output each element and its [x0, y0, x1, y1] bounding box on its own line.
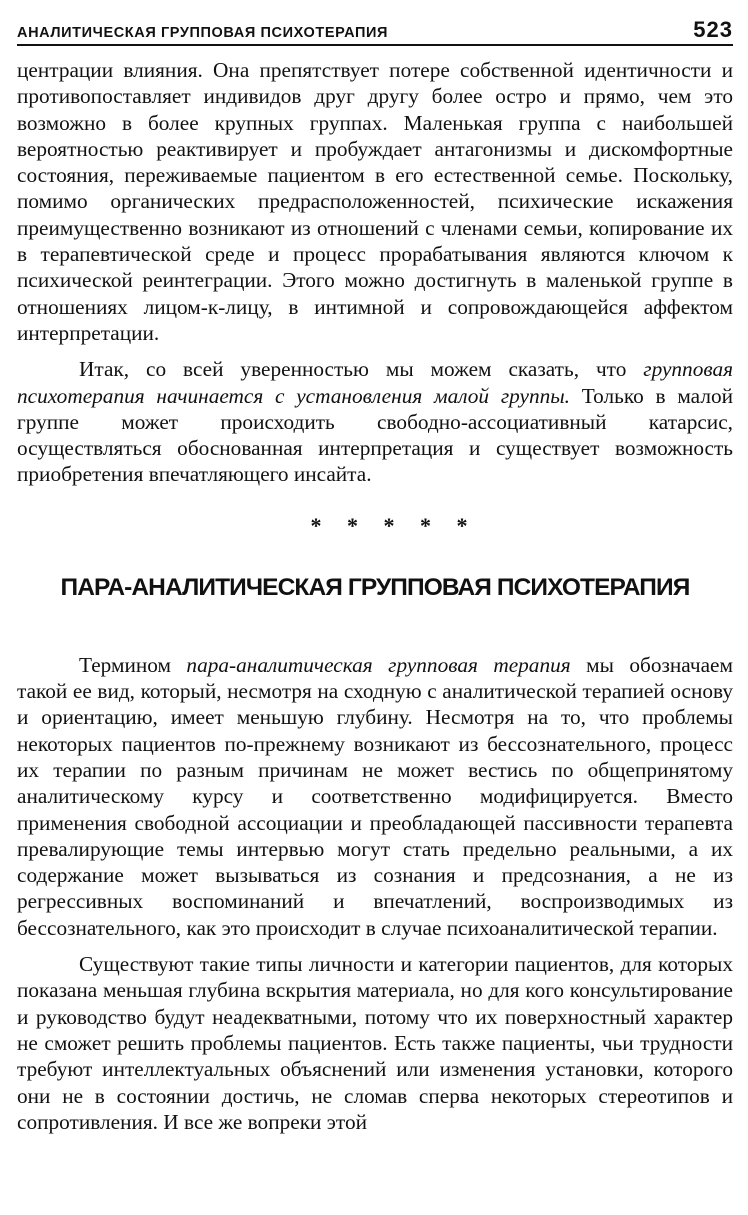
paragraph-definition	[17, 652, 733, 941]
book-page	[17, 10, 733, 1135]
page-number: 523	[693, 17, 733, 42]
paragraph-text: мы обозначаем такой ее вид, который, несмотря на сходную с аналитической терапией основу и ориентацию, имеет меньшую глубину. Несмотря на то, что проблемы некоторых пациентов по-прежнему возникают из бессознательного, процесс их терапии по разным причинам не может вестись по общепринятому аналитическому курсу и соответственно модифицируется. Вместо применения свободной ассоциации и преобладающей пассивности терапевта превалирующие темы интервью могут стать предельно реальными, а их содержание может вызываться из сознания и предсознания, а не из регрессивных воспоминаний и впечатлений, воспроизводимых из бессознательного, как это происходит в случае психоаналитической терапии.	[17, 652, 733, 940]
paragraph-text: Только в малой группе может происходить свободно-ассоциативный катарсис, осуществляться обоснованная интерпретация и существует возможность приобретения впечатляющего инсайта.	[17, 383, 734, 487]
paragraph-conclusion	[17, 356, 733, 487]
paragraph-continued: центрации влияния. Она препятствует потере собственной идентичности и противопоставляет индивидов друг другу более остро и прямо, чем это возможно в более крупных группах. Маленькая группа с наибольшей вероятностью реактивирует и пробуждает антагонизмы и дискомфортные состояния, переживаемые пациентом в его естественной семье. Поскольку, помимо органических предрасположенностей, психические искажения преимущественно возникают из отношений с членами семьи, копирование их в терапевтической среде и процесс прорабатывания являются ключом к психической реинтеграции. Этого можно достигнуть в маленькой группе в отношениях лицом-к-лицу, в интимной и сопровождающейся аффектом интерпретации.	[17, 58, 733, 345]
section-separator: * * * * *	[310, 512, 478, 538]
paragraph-text: Термином	[79, 652, 187, 677]
running-title: АНАЛИТИЧЕСКАЯ ГРУППОВАЯ ПСИХОТЕРАПИЯ	[17, 25, 389, 41]
emphasis-term: пара-аналитическая групповая терапия	[186, 652, 571, 677]
paragraph-patient-types: Существуют такие типы личности и категории пациентов, для которых показана меньшая глубина вскрытия материала, но для кого консультирование и руководство будут неадекватными, потому что их поверхностный характер не сможет решить проблемы пациентов. Есть также пациенты, чьи трудности требуют интеллектуальных объяснений или изменения установки, которого они не в состоянии достичь, не сломав сперва некоторых стереотипов и сопротивления. И все же вопреки этой	[17, 952, 733, 1134]
paragraph-text: Итак, со всей уверенностью мы можем сказать, что	[79, 357, 644, 382]
section-heading: ПАРА-АНАЛИТИЧЕСКАЯ ГРУППОВАЯ ПСИХОТЕРАПИЯ	[60, 573, 690, 601]
running-head	[17, 10, 733, 46]
emphasis-text: групповая психотерапия начинается с установления малой группы.	[17, 357, 733, 408]
